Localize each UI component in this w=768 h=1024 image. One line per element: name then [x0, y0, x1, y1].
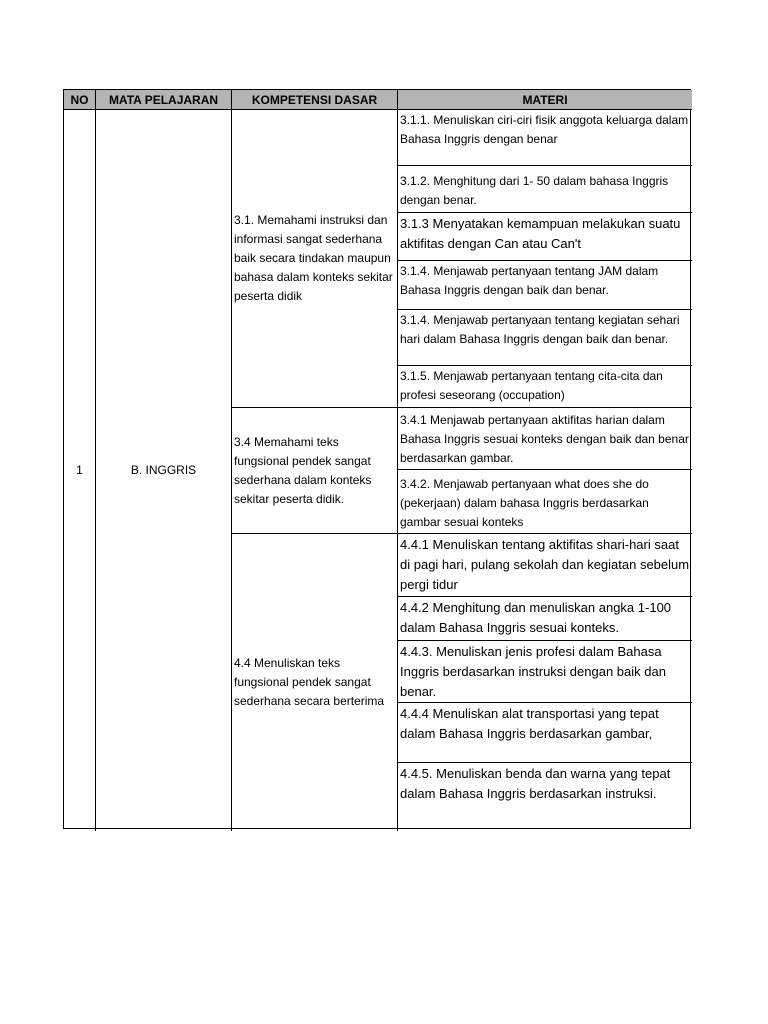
materi-item: 3.1.1. Menuliskan ciri-ciri fisik anggota keluarga dalam Bahasa Inggris dengan benar [398, 110, 692, 166]
header-no: NO [64, 90, 96, 110]
materi-item: 4.4.3. Menuliskan jenis profesi dalam Bahasa Inggris berdasarkan instruksi dengan baik dan benar. [398, 641, 692, 703]
materi-item: 4.4.5. Menuliskan benda dan warna yang tepat dalam Bahasa Inggris berdasarkan instruksi. [400, 766, 671, 801]
kompetensi-text: 3.1. Memahami instruksi dan informasi sangat sederhana baik secara tindakan maupun bahasa dalam konteks sekitar peserta didik [234, 213, 393, 303]
kompetensi-3-1 [232, 110, 398, 408]
materi-item: 3.1.4. Menjawab pertanyaan tentang kegiatan sehari hari dalam Bahasa Inggris dengan baik dan benar. [398, 310, 692, 366]
kompetensi-4-4 [232, 534, 398, 831]
header-kompetensi-dasar: KOMPETENSI DASAR [232, 90, 398, 110]
materi-item: 4.4.2 Menghitung dan menuliskan angka 1-100 dalam Bahasa Inggris sesuai konteks. [398, 597, 692, 641]
kompetensi-text: 4.4 Menuliskan teks fungsional pendek sangat sederhana secara berterima [234, 656, 385, 708]
subject-name: B. INGGRIS [96, 110, 232, 831]
header-mata-pelajaran: MATA PELAJARAN [96, 90, 232, 110]
curriculum-table [63, 89, 691, 829]
materi-item: 4.4.4 Menuliskan alat transportasi yang tepat dalam Bahasa Inggris berdasarkan gambar, [398, 703, 692, 763]
materi-item: 3.1.3 Menyatakan kemampuan melakukan suatu aktifitas dengan Can atau Can't [398, 213, 692, 261]
materi-item: 4.4.1 Menuliskan tentang aktifitas shari-hari saat di pagi hari, pulang sekolah dan kegiatan sebelum pergi tidur [398, 534, 692, 597]
materi-item: 3.4.1 Menjawab pertanyaan aktifitas harian dalam Bahasa Inggris sesuai konteks dengan baik dan benar berdasarkan gambar. [398, 408, 692, 470]
header-materi: MATERI [398, 90, 692, 110]
kompetensi-text: 3.4 Memahami teks fungsional pendek sangat sederhana dalam konteks sekitar peserta didik. [234, 434, 372, 506]
materi-item: 3.4.2. Menjawab pertanyaan what does she do (pekerjaan) dalam bahasa Inggris berdasarkan gambar sesuai konteks [398, 470, 692, 534]
materi-item: 3.1.4. Menjawab pertanyaan tentang JAM dalam Bahasa Inggris dengan baik dan benar. [398, 261, 692, 310]
kompetensi-3-4 [232, 408, 398, 534]
row-number: 1 [64, 110, 96, 831]
materi-item: 3.1.2. Menghitung dari 1- 50 dalam bahasa Inggris dengan benar. [398, 166, 692, 213]
materi-item: 3.1.5. Menjawab pertanyaan tentang cita-cita dan profesi seseorang (occupation) [398, 366, 692, 408]
